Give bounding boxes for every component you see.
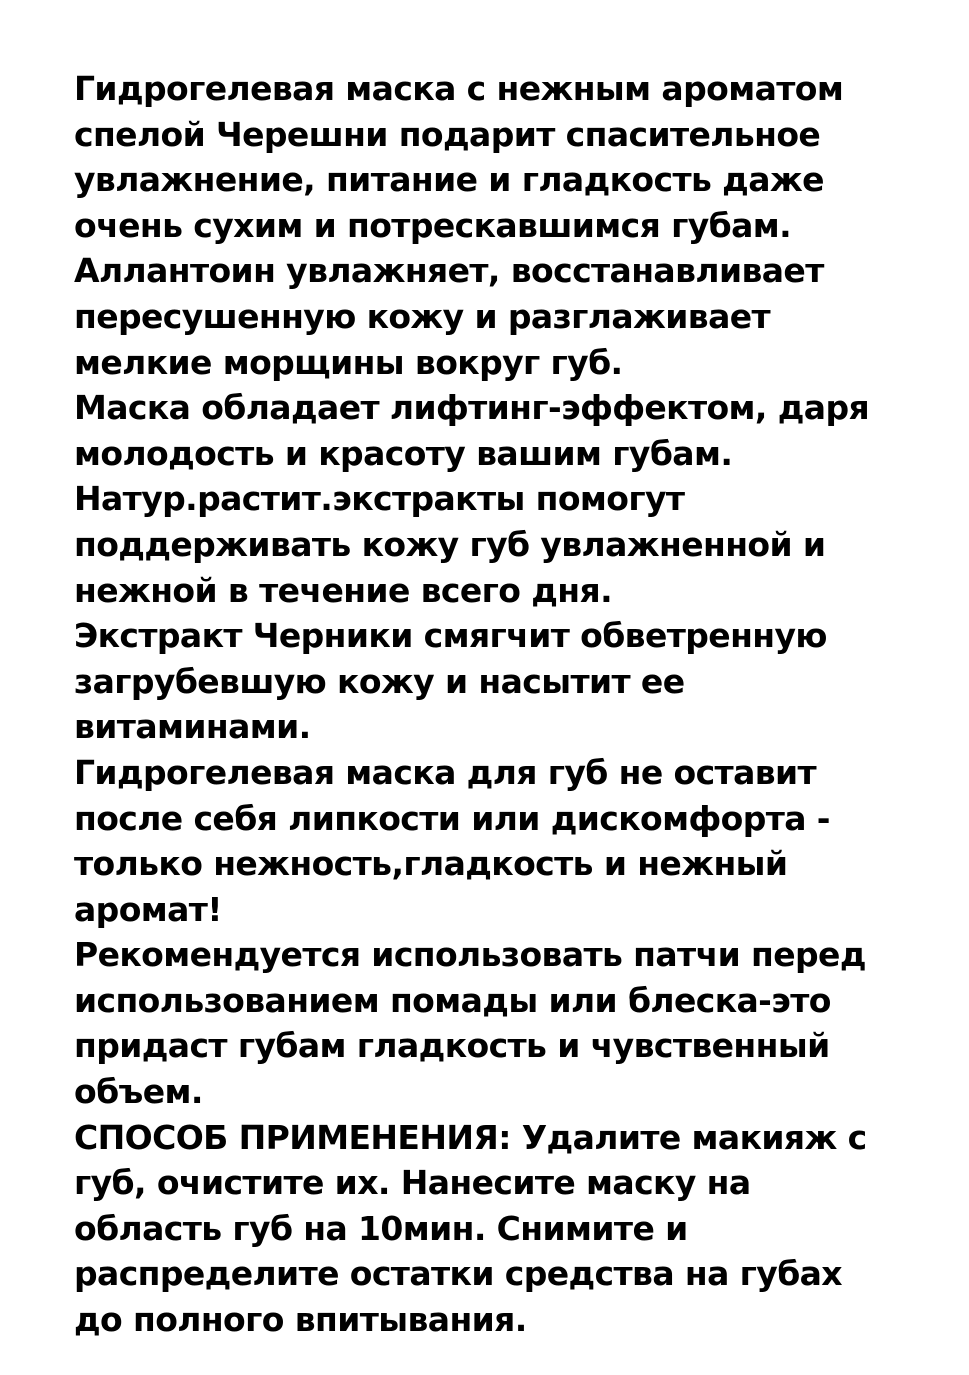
text-line: Рекомендуется использовать патчи перед	[74, 935, 866, 975]
text-line: область губ на 10мин. Снимите и	[74, 1208, 688, 1248]
text-line: использованием помады или блеска-это	[74, 980, 831, 1020]
text-line: губ, очистите их. Нанесите маску на	[74, 1163, 751, 1203]
text-line: очень сухим и потрескавшимся губам.	[74, 205, 792, 245]
text-line: только нежность,гладкость и нежный	[74, 844, 788, 884]
text-line: СПОСОБ ПРИМЕНЕНИЯ: Удалите макияж с	[74, 1117, 867, 1157]
text-line: Гидрогелевая маска с нежным ароматом	[74, 69, 844, 108]
text-line: пересушенную кожу и разглаживает	[74, 296, 771, 336]
text-line: спелой Черешни подарит спасительное	[74, 114, 821, 154]
text-line: объем.	[74, 1072, 203, 1112]
text-line: аромат!	[74, 889, 222, 929]
text-line: молодость и красоту вашим губам.	[74, 433, 733, 473]
text-line: Экстракт Черники смягчит обветренную	[74, 616, 827, 656]
text-line: мелкие морщины вокруг губ.	[74, 342, 623, 382]
text-line: Гидрогелевая маска для губ не оставит	[74, 752, 817, 792]
text-line: распределите остатки средства на губах	[74, 1254, 842, 1294]
product-description	[74, 66, 924, 1343]
text-line: витаминами.	[74, 707, 311, 747]
text-line: после себя липкости или дискомфорта -	[74, 798, 830, 838]
text-line: Маска обладает лифтинг-эффектом, даря	[74, 388, 870, 428]
text-line: Аллантоин увлажняет, восстанавливает	[74, 251, 824, 291]
text-line: поддерживать кожу губ увлажненной и	[74, 524, 826, 564]
text-line: нежной в течение всего дня.	[74, 570, 613, 610]
text-line: Натур.растит.экстракты помогут	[74, 479, 685, 519]
text-line: загрубевшую кожу и насытит ее	[74, 661, 685, 701]
text-line: придаст губам гладкость и чувственный	[74, 1026, 830, 1066]
text-line: до полного впитывания.	[74, 1300, 527, 1340]
text-line: увлажнение, питание и гладкость даже	[74, 160, 824, 200]
